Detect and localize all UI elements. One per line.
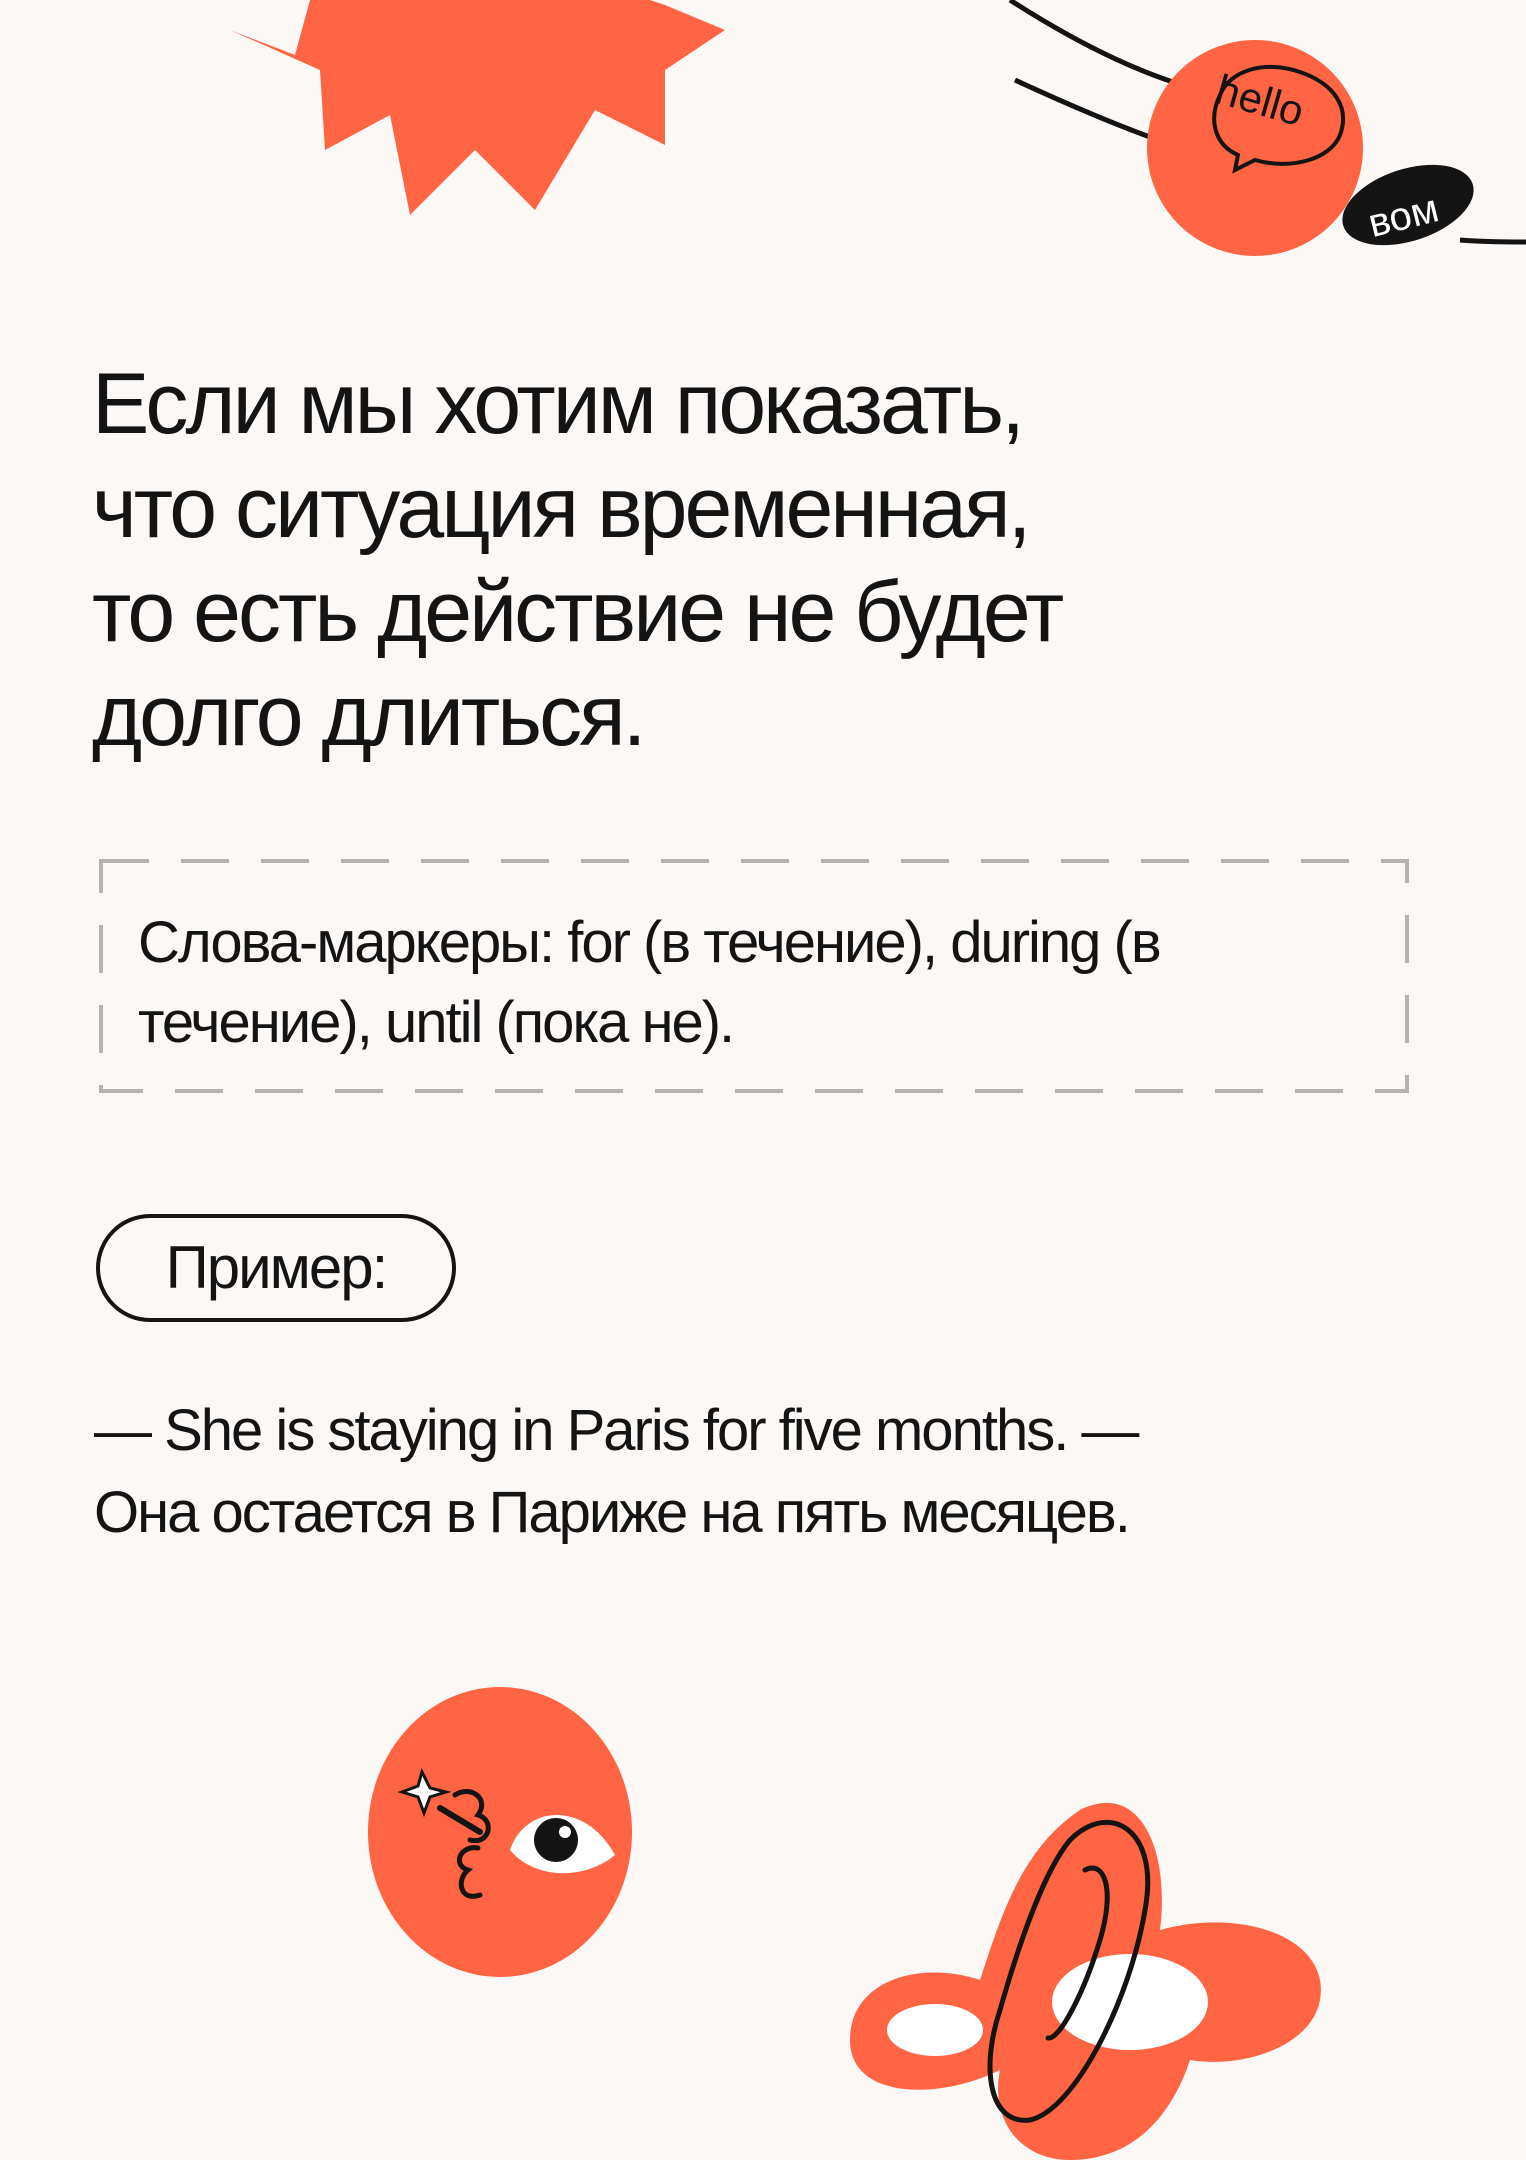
- logo-hello: hello: [1210, 65, 1310, 136]
- winking-face-decoration: [360, 1680, 650, 1980]
- markers-text: Слова-маркеры: for (в течение), during (в течение), until (пока не).: [138, 910, 1160, 1055]
- example-sentence: [94, 1390, 1414, 1554]
- logo-vom: вом: [1363, 186, 1443, 247]
- markers-callout: [98, 858, 1410, 1094]
- example-english: — She is staying in Paris for five months. —: [94, 1398, 1138, 1463]
- starburst-decoration: [220, 0, 740, 220]
- clip-flower-decoration: [830, 1740, 1350, 2160]
- example-russian: Она остается в Париже на пять месяцев.: [94, 1480, 1129, 1545]
- page-title: Если мы хотим показать, что ситуация временная, то есть действие не будет долго длиться.: [92, 356, 1062, 764]
- example-label: Пример:: [96, 1214, 456, 1322]
- hello-vom-logo: [990, 0, 1526, 270]
